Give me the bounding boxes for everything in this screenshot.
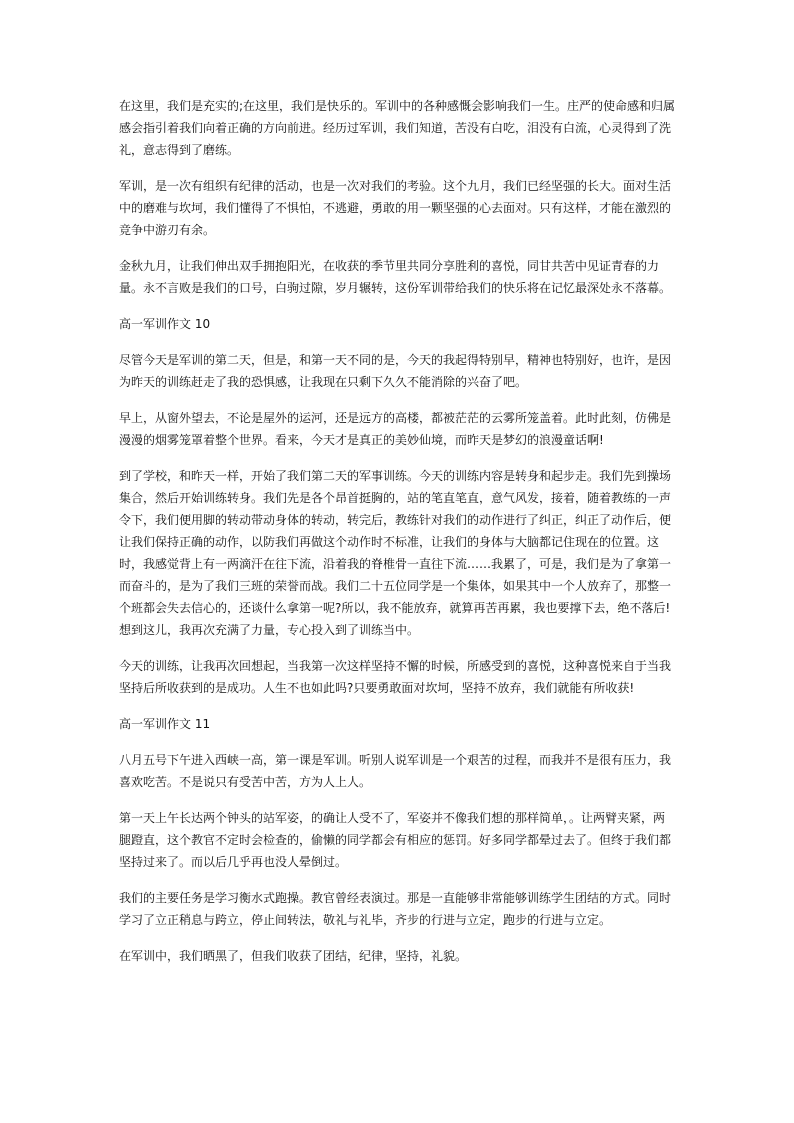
paragraph: 今天的训练，让我再次回想起，当我第一次这样坚持不懈的时候，所感受到的喜悦，这种喜悦来自于当我坚持后所收获到的是成功。人生不也如此吗?只要勇敢面对坎坷，坚持不放弃，我们就能有所收获! [119,659,672,695]
paragraph: 尽管今天是军训的第二天，但是，和第一天不同的是，今天的我起得特别早，精神也特别好，也许，是因为昨天的训练赶走了我的恐惧感，让我现在只剩下久久不能消除的兴奋了吧。 [119,353,672,389]
paragraph: 早上，从窗外望去，不论是屋外的运河，还是远方的高楼，都被茫茫的云雾所笼盖着。此时此刻，仿佛是漫漫的烟雾笼罩着整个世界。看来，今天才是真正的美妙仙境，而昨天是梦幻的浪漫童话啊! [119,411,672,447]
section-heading: 高一军训作文 10 [119,317,211,331]
paragraph: 在军训中，我们晒黑了，但我们收获了团结，纪律，坚持，礼貌。 [119,949,468,963]
paragraph: 金秋九月，让我们伸出双手拥抱阳光，在收获的季节里共同分享胜利的喜悦，同甘共苦中见证青春的力量。永不言败是我们的口号，白驹过隙，岁月辗转，这份军训带给我们的快乐将在记忆最深处永不落幕。 [119,259,672,295]
paragraph: 第一天上午长达两个钟头的站军姿，的确让人受不了，军姿并不像我们想的那样简单，。让两臂夹紧，两腿蹬直，这个教官不定时会检查的，偷懒的同学都会有相应的惩罚。好多同学都晕过去了。但终于我们都坚持过来了。而以后几乎再也没人晕倒过。 [119,811,672,869]
paragraph: 在这里，我们是充实的;在这里，我们是快乐的。军训中的各种感慨会影响我们一生。庄严的使命感和归属感会指引着我们向着正确的方向前进。经历过军训，我们知道，苦没有白吃，泪没有白流，心灵得到了洗礼，意志得到了磨练。 [119,99,676,157]
section-heading: 高一军训作文 11 [119,717,211,731]
paragraph: 我们的主要任务是学习衡水式跑操。教官曾经表演过。那是一直能够非常能够训练学生团结的方式。同时学习了立正稍息与跨立，停止间转法，敬礼与礼毕，齐步的行进与立定，跑步的行进与立定。 [119,891,672,927]
paragraph: 军训，是一次有组织有纪律的活动，也是一次对我们的考验。这个九月，我们已经坚强的长大。面对生活中的磨难与坎坷，我们懂得了不惧怕，不逃避，勇敢的用一颗坚强的心去面对。只有这样，才能在激烈的竞争中游刃有余。 [119,179,672,237]
paragraph: 到了学校，和昨天一样，开始了我们第二天的军事训练。今天的训练内容是转身和起步走。我们先到操场集合，然后开始训练转身。我们先是各个昂首挺胸的，站的笔直笔直，意气风发，接着，随着教练的一声令下，我们便用脚的转动带动身体的转动，转完后，教练针对我们的动作进行了纠正，纠正了动作后，便让我们保持正确的动作，以防我们再做这个动作时不标准，让我们的身体与大脑都记住现在的位置。这时，我感觉背上有一两滴汗在往下流，沿着我的脊椎骨一直往下流……我累了，可是，我们是为了拿第一而奋斗的，是为了我们三班的荣誉而战。我们二十五位同学是一个集体，如果其中一个人放弃了，那整一个班都会失去信心的，还谈什么拿第一呢?所以，我不能放弃，就算再苦再累，我也要撑下去，绝不落后!想到这儿，我再次充满了力量，专心投入到了训练当中。 [119,469,672,637]
paragraph: 八月五号下午进入西峡一高，第一课是军训。听别人说军训是一个艰苦的过程，而我并不是很有压力，我喜欢吃苦。不是说只有受苦中苦，方为人上人。 [119,753,672,789]
document-page [119,95,676,981]
